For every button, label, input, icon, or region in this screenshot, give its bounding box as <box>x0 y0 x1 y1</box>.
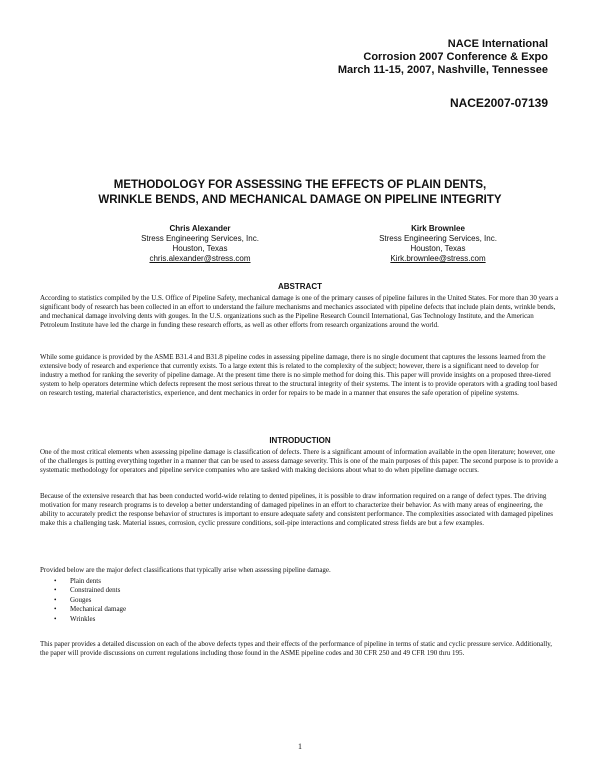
introduction-paragraph-1: One of the most critical elements when assessing pipeline damage is classification of defects. There is a significant amount of information available in the open literature; however, one of the challenges is putting everything together in a manner that can be used to assess damage severity. This is one of the main purposes of this paper. The second purpose is to provide a systematic methodology for operators and pipeline service companies who are tasked with making decisions about what to do when pipeline damage occurs. <box>40 448 558 474</box>
introduction-paragraph-4: This paper provides a detailed discussion on each of the above defects types and their effects of the performance of pipeline in terms of static and cyclic pressure service. Additionally, the paper will provide discussions on current regulations including those found in the ASME pipeline codes and 30 CFR 250 and 49 CFR 190 thru 195. <box>40 640 552 657</box>
list-item-label: Plain dents <box>70 577 101 585</box>
conference-name: Corrosion 2007 Conference & Expo <box>363 51 548 63</box>
author-location: Houston, Texas <box>410 244 466 253</box>
list-item-label: Wrinkles <box>70 614 96 623</box>
abstract-paragraph-1: According to statistics compiled by the U.S. Office of Pipeline Safety, mechanical damage is one of the primary causes of pipeline failures in the United States. For more than 30 years a significant body of research has been collected in an effort to understand the failure mechanisms and mechanics associated with pipeline defects that include plain dents, wrinkle bends, and mechanical damage involving dents with gouges. In the U.S. organizations such as the Pipeline Research Council International, Gas Technology Institute, and the American Petroleum Institute have led the charge in funding these research efforts, as well as other efforts from research organizations around the world. <box>40 294 559 329</box>
abstract-heading: ABSTRACT <box>278 282 322 291</box>
author-name: Kirk Brownlee <box>411 224 465 233</box>
author-name: Chris Alexander <box>169 224 231 233</box>
bullet-icon: • <box>54 577 57 585</box>
bullet-icon: • <box>54 614 57 623</box>
conference-header <box>338 38 548 77</box>
author-block <box>80 224 320 264</box>
author-block <box>318 224 558 264</box>
list-item-label: Mechanical damage <box>70 605 127 614</box>
title-line-2: WRINKLE BENDS, AND MECHANICAL DAMAGE ON PIPELINE INTEGRITY <box>98 194 502 206</box>
abstract-paragraph-2: While some guidance is provided by the ASME B31.4 and B31.8 pipeline codes in assessing pipeline damage, there is no single document that captures the lessons learned from the extensive body of research and experience that currently exists. To a large extent this is related to the complexity of the subject; however, there is a significant need to develop for industry a method for ranking the severity of pipeline damage. At the present time there is no simple method for doing this. This paper will provide insights on a proposed three-tiered system to help operators determine which defects represent the most serious threat to the structural integrity of their systems. The intent is to provide operators with a grading tool based on research testing, material characteristics, experience, and dent mechanics in order for repairs to be made in a manner that ensures the safe operation of pipeline systems. <box>40 353 557 397</box>
bullet-icon: • <box>54 595 57 604</box>
page-number: 1 <box>298 742 302 751</box>
paper-number: NACE2007-07139 <box>449 96 548 110</box>
author-email-link[interactable]: Kirk.brownlee@stress.com <box>390 254 486 263</box>
author-company: Stress Engineering Services, Inc. <box>379 234 497 243</box>
title-line-1: METHODOLOGY FOR ASSESSING THE EFFECTS OF PLAIN DENTS, <box>113 179 487 191</box>
list-item-label: Constrained dents <box>70 586 121 595</box>
paper-title <box>40 178 560 208</box>
list-item <box>54 596 126 605</box>
list-item-label: Gouges <box>70 595 92 604</box>
author-location: Houston, Texas <box>172 244 228 253</box>
list-item <box>54 577 126 586</box>
defect-list <box>54 577 126 624</box>
org-name: NACE International <box>447 38 548 50</box>
author-company: Stress Engineering Services, Inc. <box>141 234 259 243</box>
author-email-link[interactable]: chris.alexander@stress.com <box>149 254 251 263</box>
conference-dates: March 11-15, 2007, Nashville, Tennessee <box>337 64 548 76</box>
introduction-heading: INTRODUCTION <box>269 436 331 445</box>
list-item <box>54 586 126 595</box>
introduction-paragraph-2: Because of the extensive research that has been conducted world-wide relating to dented pipelines, it is possible to draw information required on a range of defect types. The driving motivation for many research programs is to develop a better understanding of damaged pipelines in an effort to characterize their behavior. As with many areas of engineering, the ability to accurately predict the response behavior of structures is important to ensure adequate safety and consistent performance. The complexities associated with damaged pipelines make this a challenging task. Material issues, corrosion, cyclic pressure conditions, soil-pipe interactions and complicated stress fields are but a few examples. <box>40 492 554 527</box>
list-item <box>54 615 126 624</box>
list-item <box>54 605 126 614</box>
bullet-icon: • <box>54 605 57 614</box>
bullet-icon: • <box>54 586 57 595</box>
introduction-paragraph-3: Provided below are the major defect classifications that typically arise when assessing pipeline damage. <box>40 566 331 574</box>
